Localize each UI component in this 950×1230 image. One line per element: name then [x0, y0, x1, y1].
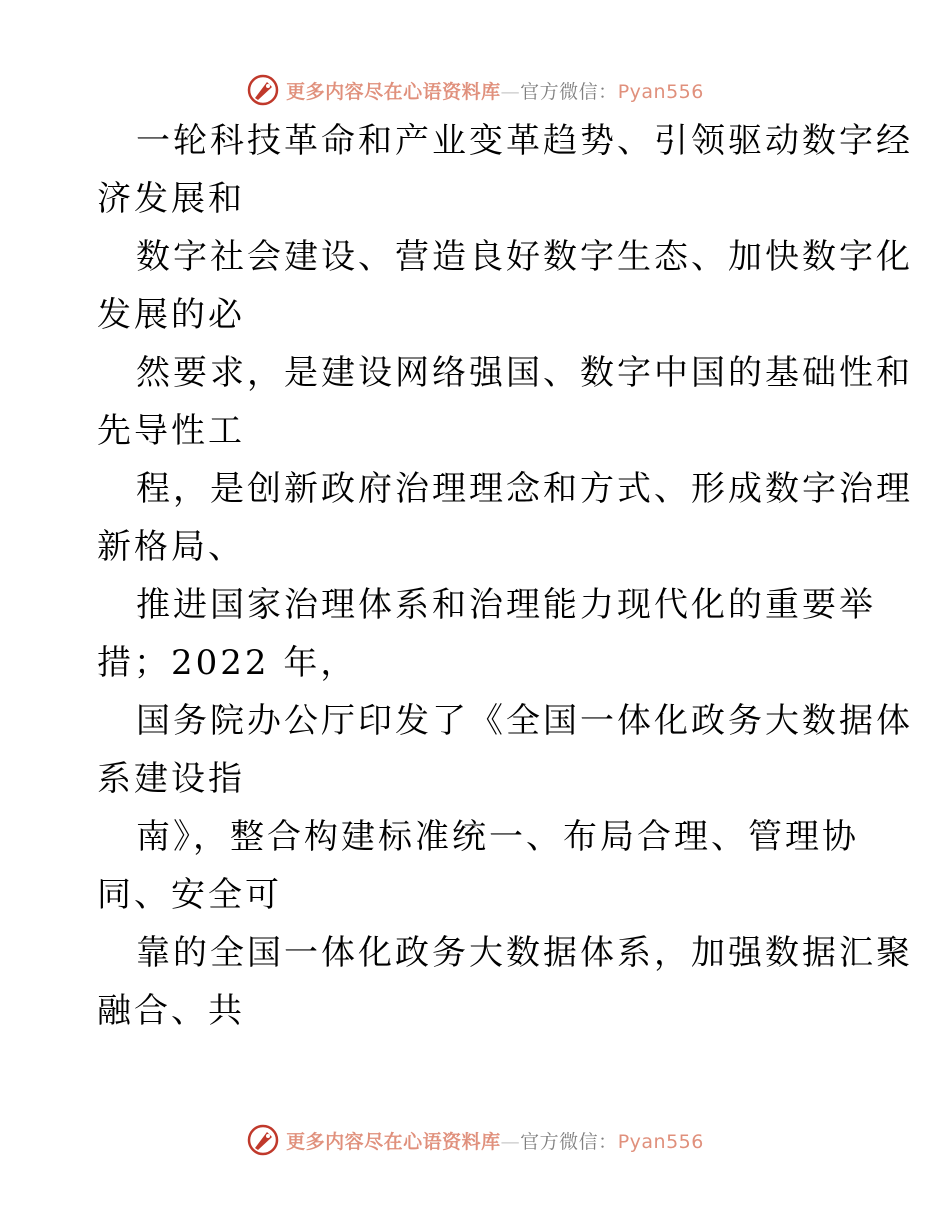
paragraph-line-wrap: 先导性工 — [97, 411, 245, 451]
watermark-channel: 官方微信： — [520, 1130, 618, 1153]
watermark-id: Pyan556 — [617, 1130, 704, 1153]
paragraph-line: 靠的全国一体化政务大数据体系，加强数据汇聚 — [136, 933, 913, 973]
watermark-text — [286, 77, 704, 104]
paragraph-line: 推进国家治理体系和治理能力现代化的重要举 — [136, 585, 876, 625]
paragraph — [0, 576, 950, 692]
paragraph — [0, 460, 950, 576]
footer-watermark — [0, 1120, 950, 1160]
paragraph-line-wrap: 济发展和 — [97, 179, 245, 219]
watermark-dash: — — [500, 1130, 521, 1153]
paragraph-line-wrap: 发展的必 — [97, 295, 245, 335]
paragraph-line-wrap: 融合、共 — [97, 991, 245, 1031]
paragraph — [0, 228, 950, 344]
paragraph-line: 国务院办公厅印发了《全国一体化政务大数据体 — [136, 701, 913, 741]
watermark-id: Pyan556 — [617, 80, 704, 103]
paragraph — [0, 924, 950, 1040]
paragraph-line: 数字社会建设、营造良好数字生态、加快数字化 — [136, 237, 913, 277]
header-watermark — [0, 70, 950, 110]
paragraph-line-wrap: 系建设指 — [97, 759, 245, 799]
paragraph — [0, 344, 950, 460]
paragraph — [0, 808, 950, 924]
paragraph-line-wrap: 同、安全可 — [97, 875, 282, 915]
paragraph — [0, 112, 950, 228]
paragraph-line: 一轮科技革命和产业变革趋势、引领驱动数字经 — [136, 121, 913, 161]
paragraph-line-wrap: 新格局、 — [97, 527, 245, 567]
paragraph — [0, 692, 950, 808]
watermark-brand: 更多内容尽在心语资料库 — [286, 80, 501, 103]
watermark-brand: 更多内容尽在心语资料库 — [286, 1130, 501, 1153]
document-body — [0, 112, 950, 1040]
watermark-dash: — — [500, 80, 521, 103]
paragraph-line-wrap: 措；2022 年， — [97, 643, 358, 683]
pen-nib-icon — [246, 73, 280, 107]
paragraph-line: 然要求，是建设网络强国、数字中国的基础性和 — [136, 353, 913, 393]
watermark-text — [286, 1127, 704, 1154]
watermark-channel: 官方微信： — [520, 80, 618, 103]
paragraph-line: 程，是创新政府治理理念和方式、形成数字治理 — [136, 469, 913, 509]
pen-nib-icon — [246, 1123, 280, 1157]
paragraph-line: 南》，整合构建标准统一、布局合理、管理协 — [136, 817, 859, 857]
